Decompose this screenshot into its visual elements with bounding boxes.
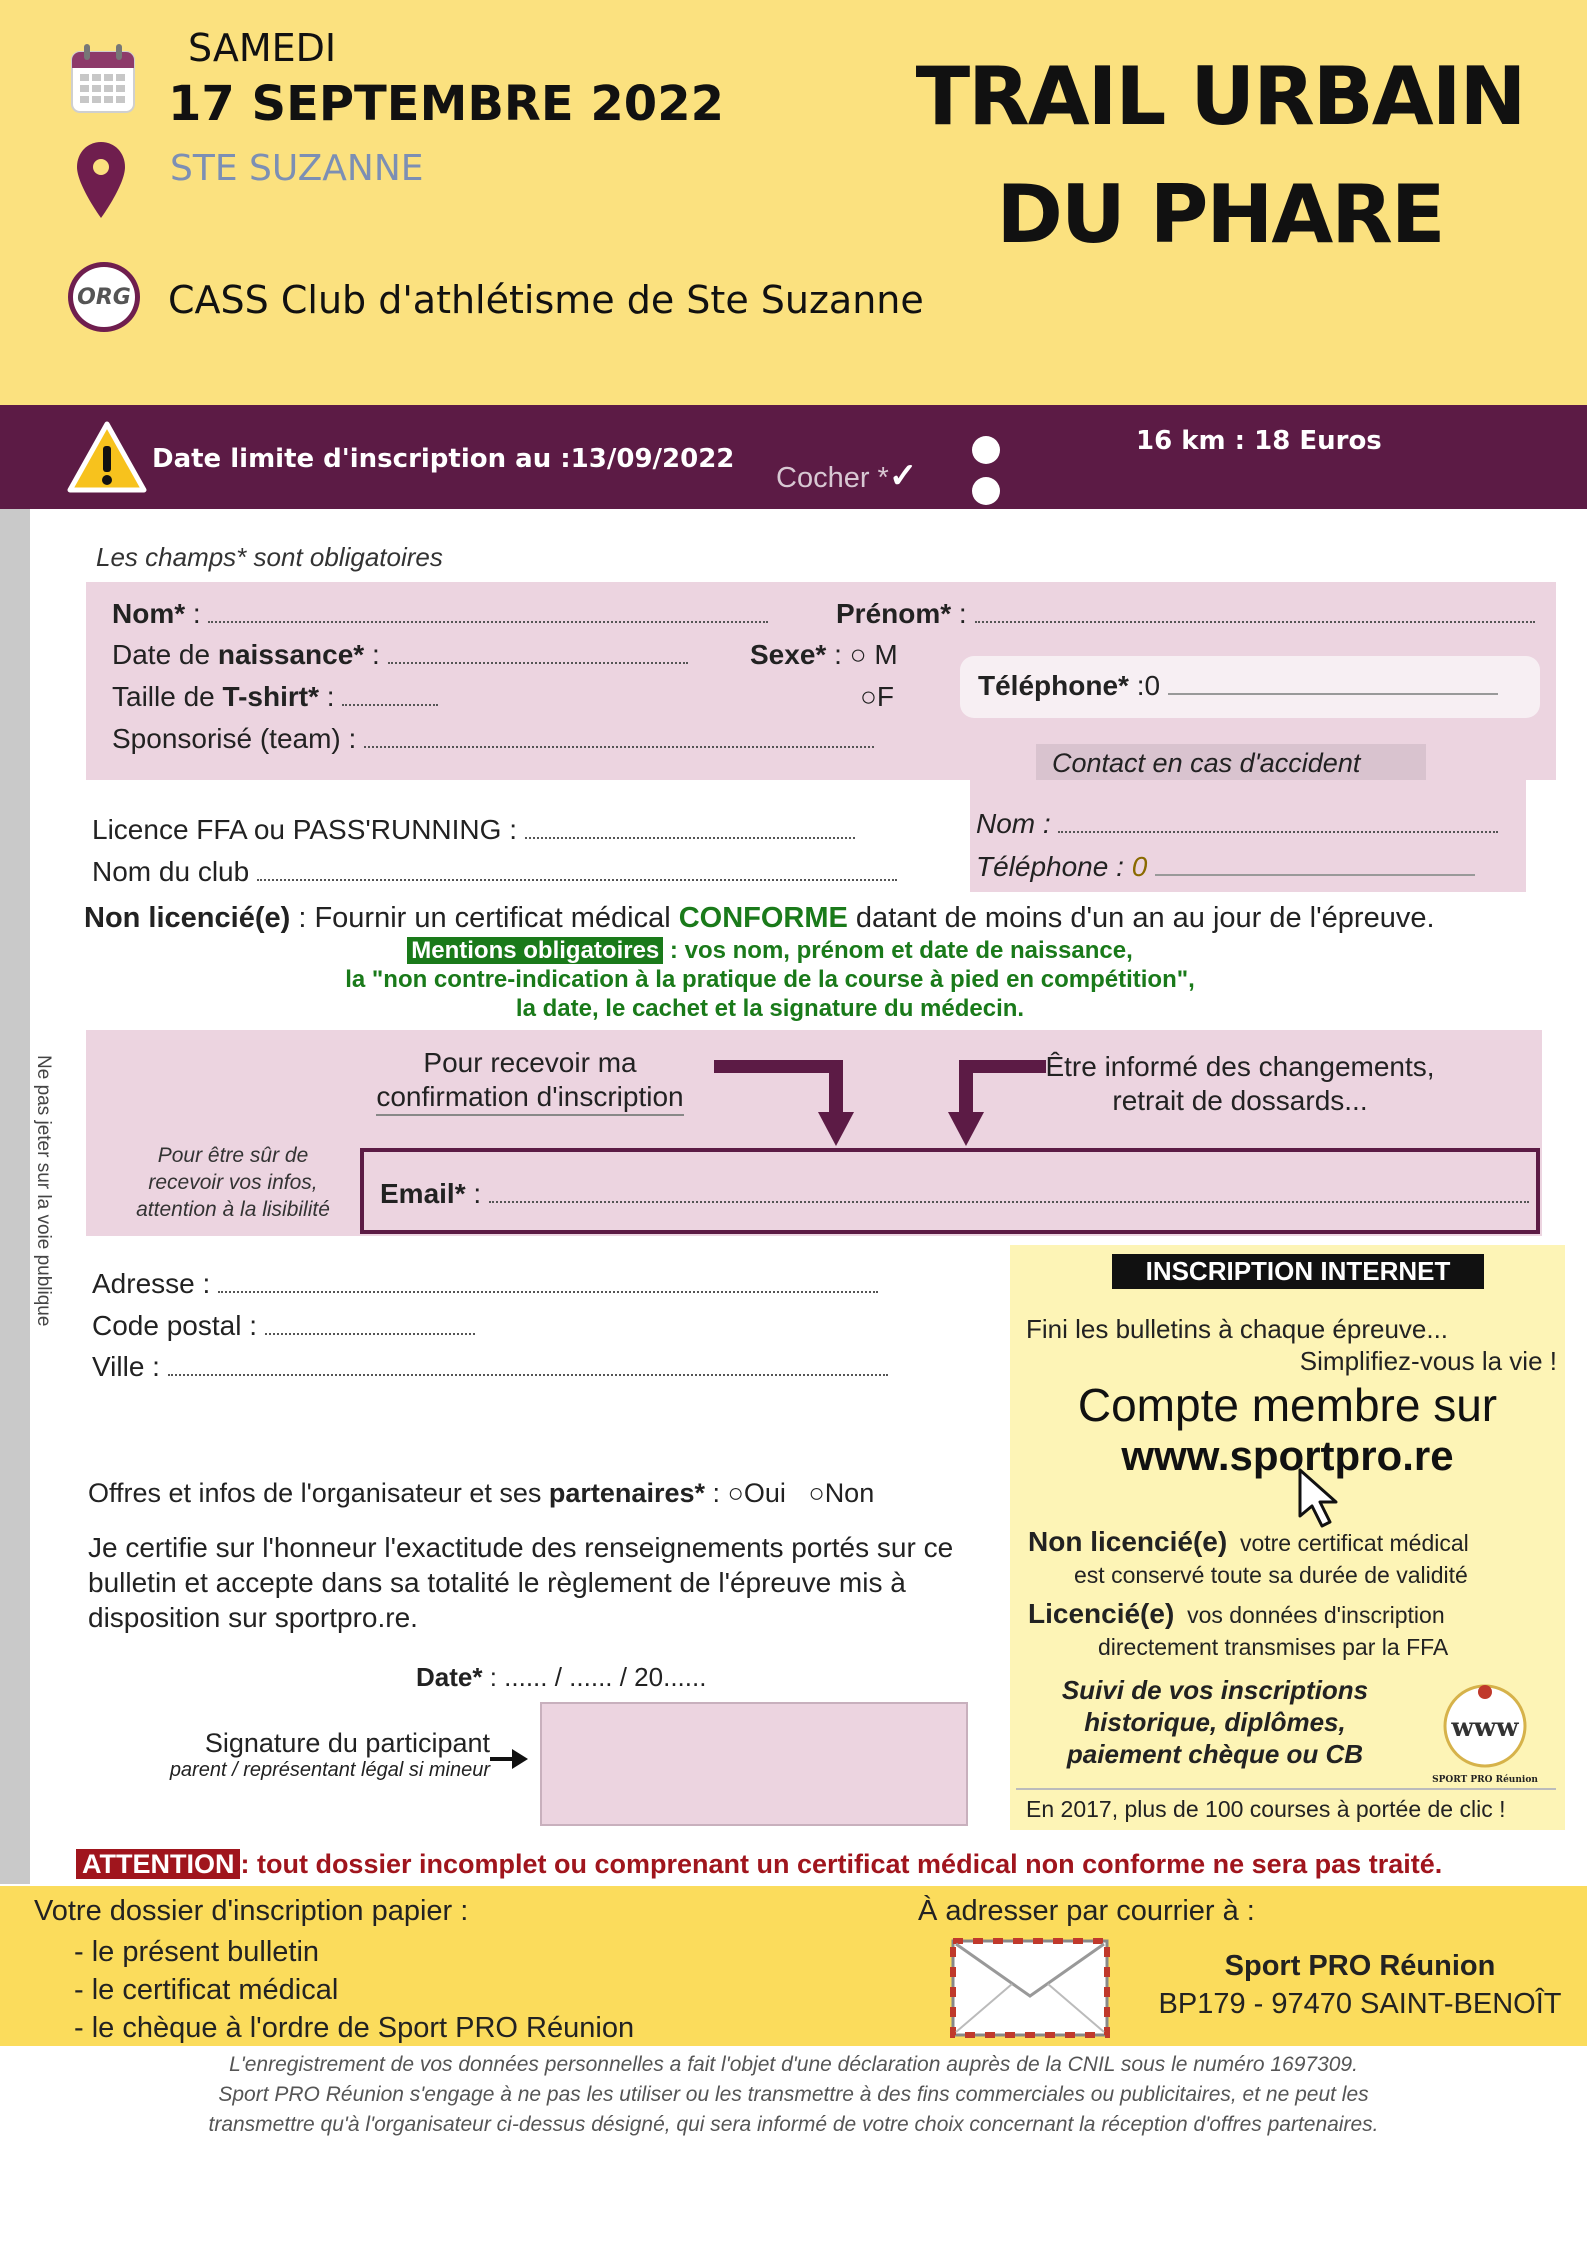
non-licencie-note (84, 902, 1435, 935)
ad-line1: Fini les bulletins à chaque épreuve... (1026, 1314, 1449, 1344)
dossier-list (74, 1933, 634, 2047)
event-title-line1: TRAIL URBAIN (915, 50, 1525, 143)
sexe-field: Sexe* : ○ M (750, 639, 898, 670)
offres-text: Offres et infos de l'organisateur et ses (88, 1478, 549, 1508)
date-naissance-field[interactable]: Date de naissance* : (112, 639, 688, 671)
event-date: 17 SEPTEMBRE 2022 (168, 76, 724, 132)
ville-label: Ville (92, 1351, 145, 1382)
certify-line3: disposition sur sportpro.re. (88, 1602, 418, 1633)
conforme-word: CONFORME (678, 902, 848, 934)
signature-box[interactable] (540, 1702, 968, 1826)
email-left-line1: Pour recevoir ma (423, 1047, 637, 1078)
org-badge (68, 262, 140, 332)
recipient-name: Sport PRO Réunion (1224, 1950, 1496, 1982)
check-icon: ✓ (888, 457, 918, 495)
contact-nom-field[interactable]: Nom : (976, 808, 1498, 840)
signature-line1: Signature du participant (204, 1728, 490, 1758)
certify-line2: bulletin et accepte dans sa totalité le règlement de l'épreuve mis à (88, 1567, 906, 1598)
certify-line1: Je certifie sur l'honneur l'exactitude des renseignements portés sur ce (88, 1532, 954, 1563)
telephone-value: 0 (1144, 670, 1161, 701)
date-pattern: : ...... / ...... / 20...... (482, 1662, 707, 1692)
location-pin-icon (75, 140, 127, 224)
legal-line2: Sport PRO Réunion s'engage à ne pas les utiliser ou les transmettre à des fins commerciales ou publicitaires, et ne peut les (218, 2083, 1369, 2106)
ad-nl-text1: votre certificat médical (1239, 1530, 1469, 1556)
ad-non-licencie (1028, 1526, 1469, 1591)
prenom-label: Prénom* (836, 598, 952, 629)
contact-tel-value: 0 (1131, 851, 1148, 882)
offres-oui-label: Oui (743, 1478, 786, 1508)
ad-nl-bold: Non licencié(e) (1028, 1526, 1228, 1557)
ad-suivi (1030, 1674, 1400, 1770)
email-hint-line1: Pour être sûr de (157, 1144, 309, 1167)
offres-non-label: Non (824, 1478, 875, 1508)
arrow-right-down-icon (710, 1060, 870, 1150)
adresse-label: Adresse (92, 1268, 195, 1299)
arrow-left-down-icon (940, 1060, 1050, 1150)
telephone-label: Téléphone* (978, 670, 1129, 701)
mentions-line2: la "non contre-indication à la pratique de la course à pied en compétition", (345, 966, 1195, 993)
deadline-text: Date limite d'inscription au :13/09/2022 (152, 444, 735, 474)
ad-nl-text2: est conservé toute sa durée de validité (1074, 1562, 1468, 1588)
offres-oui-radio[interactable]: ○ (727, 1478, 744, 1508)
send-title: À adresser par courrier à : (918, 1895, 1255, 1927)
ad-l-text1: vos données d'inscription (1187, 1602, 1445, 1628)
ad-suivi2: historique, diplômes, (1084, 1707, 1346, 1737)
sexe-f-label: F (876, 681, 895, 712)
ville-field[interactable]: Ville : (92, 1351, 888, 1383)
tshirt-field[interactable]: Taille de T-shirt* : (112, 681, 438, 713)
contact-tel-field[interactable]: Téléphone : 0 (976, 851, 1475, 883)
email-field[interactable]: Email* : (380, 1178, 1529, 1210)
offres-non-radio[interactable]: ○ (808, 1478, 825, 1508)
non-licencie-label: Non licencié(e) (84, 902, 291, 934)
certification-text (88, 1530, 953, 1635)
dossier-title: Votre dossier d'inscription papier : (34, 1895, 469, 1927)
cocher-label (776, 456, 917, 496)
contact-nom-label: Nom (976, 808, 1036, 839)
tshirt-label: T-shirt* (222, 681, 319, 712)
mentions-label: Mentions obligatoires (407, 937, 663, 964)
mentions-block (120, 936, 1420, 1023)
ad-l-text2: directement transmises par la FFA (1098, 1634, 1449, 1660)
left-margin-bar (0, 509, 30, 1884)
email-hint-line2: recevoir vos infos, (148, 1171, 318, 1194)
date-label: Date* (416, 1662, 483, 1692)
email-label: Email* (380, 1178, 466, 1209)
email-right-line2: retrait de dossards... (1112, 1085, 1368, 1116)
prenom-field[interactable]: Prénom* : (836, 598, 1535, 630)
ad-suivi1: Suivi de vos inscriptions (1061, 1675, 1369, 1705)
org-badge-label: ORG (77, 284, 131, 310)
sexe-m-label: M (874, 639, 898, 670)
signature-label (110, 1728, 490, 1782)
non-licencie-text-2: datant de moins d'un an au jour de l'épreuve. (847, 902, 1435, 934)
email-left-line2: confirmation d'inscription (376, 1080, 683, 1116)
club-field[interactable] (92, 856, 897, 888)
sexe-f-option[interactable] (860, 681, 894, 713)
offres-bold: partenaires* (548, 1478, 705, 1508)
attention-label: ATTENTION (76, 1849, 240, 1879)
non-licencie-text: : Fournir un certificat médical (290, 902, 679, 934)
legal-line1: L'enregistrement de vos données personnelles a fait l'objet d'une déclaration auprès de la CNIL sous le numéro 1697309. (229, 2053, 1358, 2076)
attention-text: : tout dossier incomplet ou comprenant un certificat médical non conforme ne sera pas traité. (240, 1849, 1443, 1879)
recipient-address: BP179 - 97470 SAINT-BENOÎT (1158, 1988, 1562, 2020)
ad-licencie (1028, 1598, 1448, 1663)
sportpro-logo-text: SPORT PRO Réunion (1432, 1775, 1538, 1785)
offres-field: Offres et infos de l'organisateur et ses partenaires* : ○Oui ○Non (88, 1478, 875, 1508)
signature-line2: parent / représentant légal si mineur (169, 1759, 490, 1781)
cursor-icon (1296, 1466, 1352, 1530)
arrow-right-icon (490, 1746, 530, 1772)
calendar-icon (70, 44, 136, 114)
event-title (870, 38, 1570, 274)
telephone-field[interactable]: Téléphone* :0 (978, 670, 1498, 702)
dossier-item1: - le présent bulletin (74, 1936, 320, 1968)
tshirt-prefix: Taille de (112, 681, 223, 712)
event-location: STE SUZANNE (170, 148, 424, 189)
email-hint-line3: attention à la lisibilité (136, 1198, 330, 1221)
adresse-field[interactable]: Adresse : (92, 1268, 878, 1300)
email-left-caption (350, 1046, 710, 1116)
sexe-m-radio[interactable]: ○ (849, 639, 867, 670)
date-naissance-label: naissance* (217, 639, 365, 670)
contact-title: Contact en cas d'accident (1052, 748, 1361, 778)
ad-compte: Compte membre sur (1077, 1379, 1498, 1431)
sexe-f-radio[interactable]: ○ (860, 681, 877, 712)
cocher-text: Cocher * (776, 462, 889, 494)
event-title-line2: DU PHARE (996, 168, 1444, 261)
ad-line2: Simplifiez-vous la vie ! (1299, 1346, 1557, 1376)
race-option: 16 km : 18 Euros (1136, 426, 1382, 456)
legal-notice (60, 2050, 1527, 2140)
attention-line (76, 1849, 1442, 1880)
email-hint (108, 1142, 358, 1223)
sexe-label: Sexe* (750, 639, 827, 670)
licence-field[interactable]: Licence FFA ou PASS'RUNNING : (92, 814, 855, 846)
nom-label: Nom* (112, 598, 186, 629)
code-postal-label: Code postal (92, 1310, 242, 1341)
licence-label: Licence FFA ou PASS'RUNNING (92, 814, 502, 845)
ad-title: INSCRIPTION INTERNET (1112, 1254, 1484, 1289)
race-radio-2[interactable] (972, 477, 1000, 505)
date-field[interactable] (416, 1662, 706, 1693)
required-note: Les champs* sont obligatoires (96, 542, 443, 572)
sponsorise-field[interactable]: Sponsorisé (team) : (112, 723, 874, 755)
ad-url[interactable]: www.sportpro.re (1121, 1432, 1454, 1479)
event-day: SAMEDI (188, 26, 337, 70)
contact-tel-label: Téléphone (976, 851, 1109, 882)
race-radio-1[interactable] (972, 436, 1000, 464)
organizer-name: CASS Club d'athlétisme de Ste Suzanne (168, 278, 924, 322)
dossier-item3: - le chèque à l'ordre de Sport PRO Réunion (74, 2012, 635, 2044)
dossier-item2: - le certificat médical (74, 1974, 339, 2006)
date-naissance-prefix: Date de (112, 639, 218, 670)
svg-text:www: www (1451, 1713, 1519, 1743)
legal-line3: transmettre qu'à l'organisateur ci-dessus désigné, qui sera informé de votre choix concernant la réception d'offres partenaires. (208, 2113, 1379, 2136)
mentions-line1: : vos nom, prénom et date de naissance, (663, 937, 1133, 964)
mentions-line3: la date, le cachet et la signature du médecin. (515, 995, 1025, 1022)
code-postal-field[interactable]: Code postal : (92, 1310, 475, 1342)
ad-suivi3: paiement chèque ou CB (1066, 1739, 1364, 1769)
warning-icon (66, 420, 148, 496)
nom-field[interactable]: Nom* : (112, 598, 768, 630)
ad-bottom: En 2017, plus de 100 courses à portée de clic ! (1026, 1796, 1506, 1822)
ad-bottom-rule (1016, 1788, 1556, 1790)
side-note: Ne pas jeter sur la voie publique (33, 1055, 54, 1327)
email-right-caption (1010, 1050, 1470, 1118)
ad-l-bold: Licencié(e) (1028, 1598, 1175, 1629)
sponsorise-label: Sponsorisé (team) (112, 723, 341, 754)
sportpro-logo (1430, 1680, 1540, 1786)
club-label: Nom du club (92, 856, 250, 887)
email-right-line1: Être informé des changements, (1045, 1051, 1435, 1082)
envelope-icon (950, 1938, 1110, 2038)
